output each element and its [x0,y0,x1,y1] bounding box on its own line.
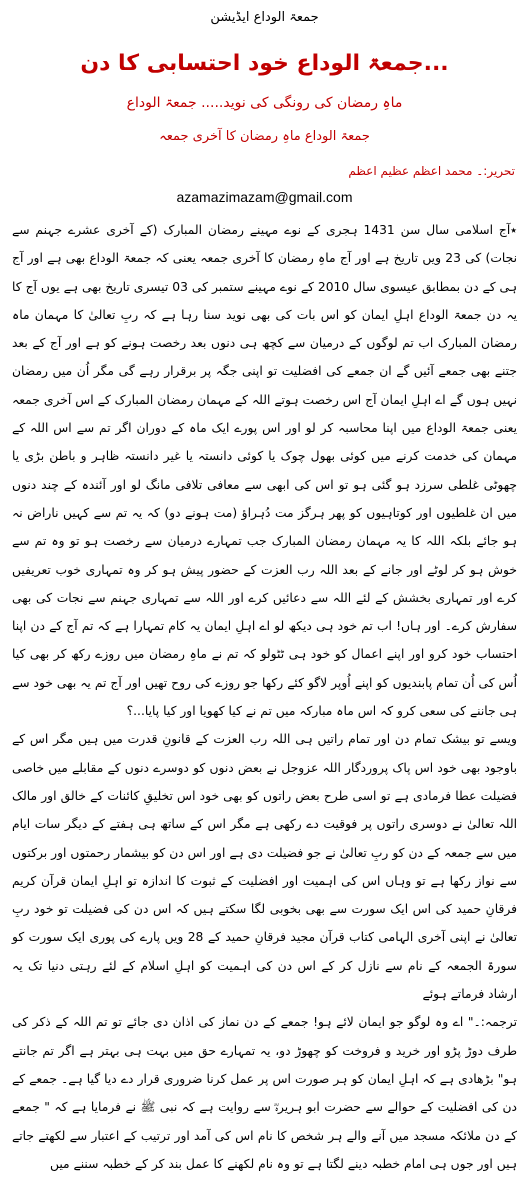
body-paragraph-3: ترجمہ:۔" اے وہ لوگو جو ایمان لائے ہو! جمعے کے دن نماز کی اذان دی جائے تو تم اللہ کے ذکر کی طرف دوڑ پڑو اور خرید و فروخت کو چھوڑ دو، یہ تمہارے حق میں بہت ہی بہتر ہے اگر تم جانتے ہو" بڑھادی ہے کہ اہلِ ایمان کو ہر صورت اس پر عمل کرنا ضروری قرار دے دیا گیا ہے۔ جمعے کے دن کی افضلیت کے حوالے سے حضرت ابو ہریرہؓ سے روایت ہے کہ نبی ﷺ نے فرمایا ہے کہ " جمعے کے دن ملائکہ مسجد میں آنے والے ہر شخص کا نام اس کی آمد اور ترتیب کے اعتبار سے لکھتے جاتے ہیں اور جوں ہی امام خطبہ دینے لگتا ہے تو وہ نام لکھنے کا عمل بند کر کے خطبہ سننے میں [12,1015,517,1171]
body-paragraph-2: ویسے تو بیشک تمام دن اور تمام راتیں ہی اللہ رب العزت کے قانونِ قدرت میں ہیں مگر اس کے باوجود بھی خود اس پاک پروردگار اللہ عزوجل نے بعض دنوں کو دوسرے دنوں کے مقابلے میں خاصی فضیلت عطا فرمادی ہے تو اسی طرح بعض راتوں کو بھی خود اس تخلیقِ کائنات کے خالق اور مالک اللہ تعالیٰ نے دوسری راتوں پر فوقیت دے رکھی ہے مگر اس کے ساتھ ہی ہفتے کے دیگر سات ایام میں سے جمعہ کے دن کو ربِ تعالیٰ نے جو فضیلت دی ہے اور اس دن کو بیشمار رحمتوں اور برکتوں سے نواز رکھا ہے تو وہاں اس کی اہمیت اور افضلیت کے ثبوت کا اندازہ تو اہلِ ایمان قرآن کریم فرقانِ حمید کی اس ایک سورت سے بھی بخوبی لگا سکتے ہیں کہ اس دن کی فضیلت تو خود ربِ تعالیٰ نے اپنی آخری الہامی کتاب قرآن مجید فرقانِ حمید کے 28 ویں پارے کی پوری ایک سورت کو سورۃ الجمعہ کے نام سے نازل کر کے اس دن کی اہمیت کو اہلِ اسلام کے لئے رہتی دنیا تک یہ ارشاد فرماتے ہوئے [12,732,518,1002]
author-byline: تحریر:۔ محمد اعظم عظیم اعظم [348,164,515,178]
edition-label: جمعۃ الوداع ایڈیشن [210,10,319,25]
article-page [0,8,529,1190]
article-title: جمعۃ الوداع خود احتسابی کا دن... [80,51,449,76]
article-subtitle-secondary: جمعۃ الوداع ماہِ رمضان کا آخری جمعہ [159,129,370,144]
article-subtitle: ماہِ رمضان کی رونگی کی نوید..... جمعۃ الوداع [126,95,403,111]
body-paragraph-1: ٭آج اسلامی سال سن 1431 ہجری کے نوے مہینے رمضان المبارک (کے آخری عشرے جہنم سے نجات) کی 23 ویں تاریخ ہے اور آج ماہِ رمضان کا آخری جمعہ یعنی کہ جمعۃ الوداع بھی ہے اور آج ہی کے دن بمطابق عیسوی سال 2010 کے نوے مہینے ستمبر کی 03 تیسری تاریخ بھی ہے یوں آج کا یہ دن جمعۃ الوداع اہلِ ایمان کو اس بات کی بھی نوید سنا رہا ہے کہ ربِ تعالیٰ کا مہمان ماہ رمضان المبارک اب تم لوگوں کے درمیان سے کچھ ہی دنوں بعد رخصت ہونے کو ہے اور آج کے بعد جتنے بھی جمعے آئیں گے ان جمعے کی افضلیت تو اپنی جگہ پر برقرار رہے گی مگر اُن میں رمضان نہیں ہوں گے اے اہلِ ایمان آج اس رخصت ہوتے اللہ کے مہمان رمضان المبارک کے اس آخری جمعہ یعنی جمعۃ الوداع میں اپنا محاسبہ کر لو اور اس پورے ایک ماہ کے دوران اگر تم سے اس اللہ کے مہمان کی خدمت کرنے میں کوئی بھول چوک یا کوئی دانستہ یا غیر دانستہ ظاہر و باطن بڑی یا چھوٹی غلطی سرزد ہو گئی ہو تو اس کی ابھی سے معافی تلافی مانگ لو اور آئندہ کے چند دنوں میں ان غلطیوں اور کوتاہیوں کو پھر ہرگز مت دُہراؤ (مت ہونے دو) کہ یہ تم سے کہیں ناراض نہ ہو جائے بلکہ اللہ کا یہ مہمان رمضان المبارک جب تمہارے درمیان سے رخصت ہو تو وہ تم سے خوش ہو کر لوٹے اور جانے کے بعد اللہ رب العزت کے حضور پیش ہو کر وہ تمہاری خوب تعریفیں کرے اور تمہاری بخشش کے لئے اللہ سے دعائیں کرے اور اللہ سے تمہاری جہنم سے نجات کی بھی سفارش کرے۔ اور ہاں! اب تم خود ہی دیکھ لو اے اہلِ ایمان یہ کام تمہارا ہے کہ تم آج کے دن اپنا احتساب خود کرو اور اپنے اعمال کو خود ہی ٹٹولو کہ تم نے ماہِ رمضان میں روزے رکھ کر بھی کیا اُس کی اُن تمام پابندیوں کو اپنے اُوپر لاگو کئے رکھا جو روزے کی روح تھیں اور آج تم یہ بھی خود سے ہی جاننے کی سعی کرو کہ اس ماہ مبارکہ میں تم نے کیا کھویا اور کیا پایا...؟ [12,223,517,719]
author-email: azamazimazam@gmail.com [176,189,353,205]
